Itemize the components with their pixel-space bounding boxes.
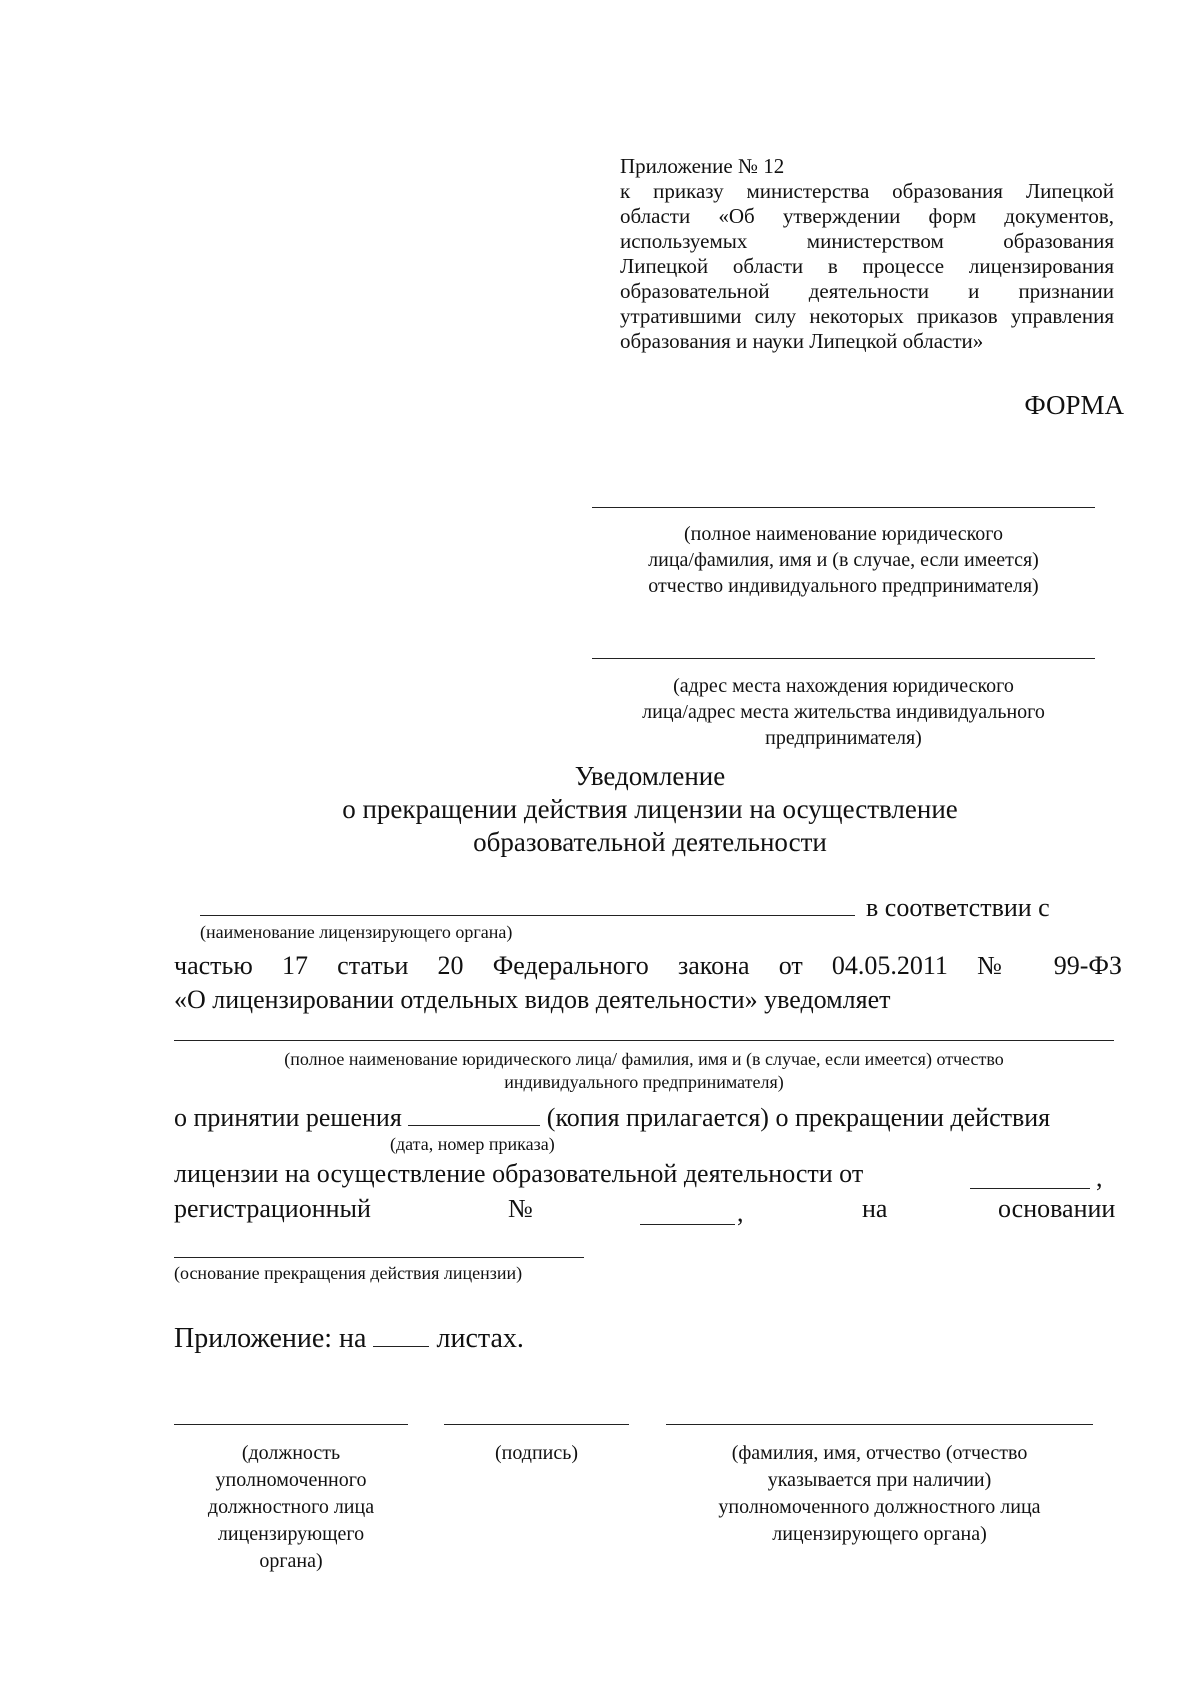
license-line: лицензии на осуществление образовательной деятельности от <box>174 1159 864 1188</box>
comma: , <box>737 1198 744 1227</box>
document-title <box>200 760 1100 859</box>
law-reference-line: «О лицензировании отдельных видов деятельности» уведомляет <box>174 985 891 1014</box>
in-accordance-text: в соответствии с <box>866 893 1050 922</box>
signature-caption: (подпись) <box>494 1442 579 1464</box>
title-line: Уведомление <box>574 761 726 791</box>
decision-caption: (дата, номер приказа) <box>390 1134 555 1154</box>
caption-line: лица/фамилия, имя и (в случае, если имеется) <box>648 549 1039 571</box>
basis-caption: (основание прекращения действия лицензии) <box>174 1263 523 1283</box>
recipient-name-line[interactable] <box>592 507 1095 508</box>
caption-line: отчество индивидуального предпринимателя) <box>648 575 1039 597</box>
decision-prefix: о принятии решения <box>174 1103 402 1132</box>
basis-word: основании <box>998 1194 1116 1223</box>
registration-word: регистрационный <box>174 1194 371 1223</box>
signature-line[interactable] <box>444 1424 629 1425</box>
basis-line[interactable] <box>174 1257 584 1258</box>
caption-line: лица/адрес места жительства индивидуального <box>642 701 1045 723</box>
full-name-signature-line[interactable] <box>666 1424 1093 1425</box>
position-caption <box>174 1440 408 1575</box>
appendix-text-line: области «Об утверждении форм документов, <box>620 204 1114 228</box>
appendix-text-line: утратившими силу некоторых приказов управления <box>620 304 1114 328</box>
caption-line: (полное наименование юридического <box>683 523 1003 545</box>
decision-suffix: (копия прилагается) о прекращении действия <box>546 1103 1051 1132</box>
position-signature-line[interactable] <box>174 1424 408 1425</box>
caption-line: должностного лица <box>207 1496 375 1518</box>
caption-line: (полное наименование юридического лица/ фамилия, имя и (в случае, если имеется) отчество <box>284 1049 1004 1069</box>
caption-line: (адрес места нахождения юридического <box>673 675 1014 697</box>
caption-line: уполномоченного должностного лица <box>718 1496 1041 1518</box>
caption-line: (должность <box>241 1442 341 1464</box>
licensee-caption <box>174 1048 1114 1094</box>
on-word: на <box>862 1194 888 1223</box>
caption-line: указывается при наличии) <box>767 1469 992 1491</box>
attachment-line <box>174 1322 524 1355</box>
caption-line: уполномоченного <box>215 1469 367 1491</box>
appendix-header <box>620 154 1114 354</box>
appendix-text-line: образования и науки Липецкой области» <box>620 329 984 353</box>
recipient-name-caption <box>592 521 1095 599</box>
decision-date-blank[interactable] <box>408 1103 540 1126</box>
name-caption <box>666 1440 1093 1548</box>
licensee-name-line[interactable] <box>174 1040 1114 1041</box>
comma: , <box>1096 1163 1103 1192</box>
registration-number-blank[interactable] <box>640 1224 735 1225</box>
recipient-address-caption <box>592 673 1095 751</box>
license-date-blank[interactable] <box>970 1188 1090 1189</box>
form-label: ФОРМА <box>1024 390 1124 420</box>
decision-line <box>174 1102 1122 1134</box>
appendix-text-line: используемых министерством образования <box>620 229 1114 253</box>
title-line: о прекращении действия лицензии на осуществление <box>342 794 958 824</box>
registration-number-sign: № <box>508 1194 533 1223</box>
caption-line: органа) <box>259 1550 323 1572</box>
licensing-body-caption: (наименование лицензирующего органа) <box>200 922 513 942</box>
recipient-address-line[interactable] <box>592 658 1095 659</box>
law-reference-line: частью 17 статьи 20 Федерального закона от 04.05.2011 № 99-ФЗ <box>174 951 1122 980</box>
title-line: образовательной деятельности <box>473 827 827 857</box>
licensing-body-line[interactable] <box>200 915 855 916</box>
attachment-suffix: листах. <box>436 1323 524 1354</box>
caption-line: лицензирующего органа) <box>772 1523 987 1545</box>
appendix-text-line: к приказу министерства образования Липецкой <box>620 179 1114 203</box>
appendix-text-line: Липецкой области в процессе лицензирования <box>620 254 1114 278</box>
caption-line: индивидуального предпринимателя) <box>504 1072 784 1092</box>
attachment-prefix: Приложение: на <box>174 1323 367 1354</box>
caption-line: лицензирующего <box>217 1523 365 1545</box>
caption-line: (фамилия, имя, отчество (отчество <box>731 1442 1028 1464</box>
appendix-number: Приложение № 12 <box>620 154 785 178</box>
appendix-text-line: образовательной деятельности и признании <box>620 279 1114 303</box>
sheets-count-blank[interactable] <box>373 1322 429 1347</box>
caption-line: предпринимателя) <box>765 727 922 749</box>
